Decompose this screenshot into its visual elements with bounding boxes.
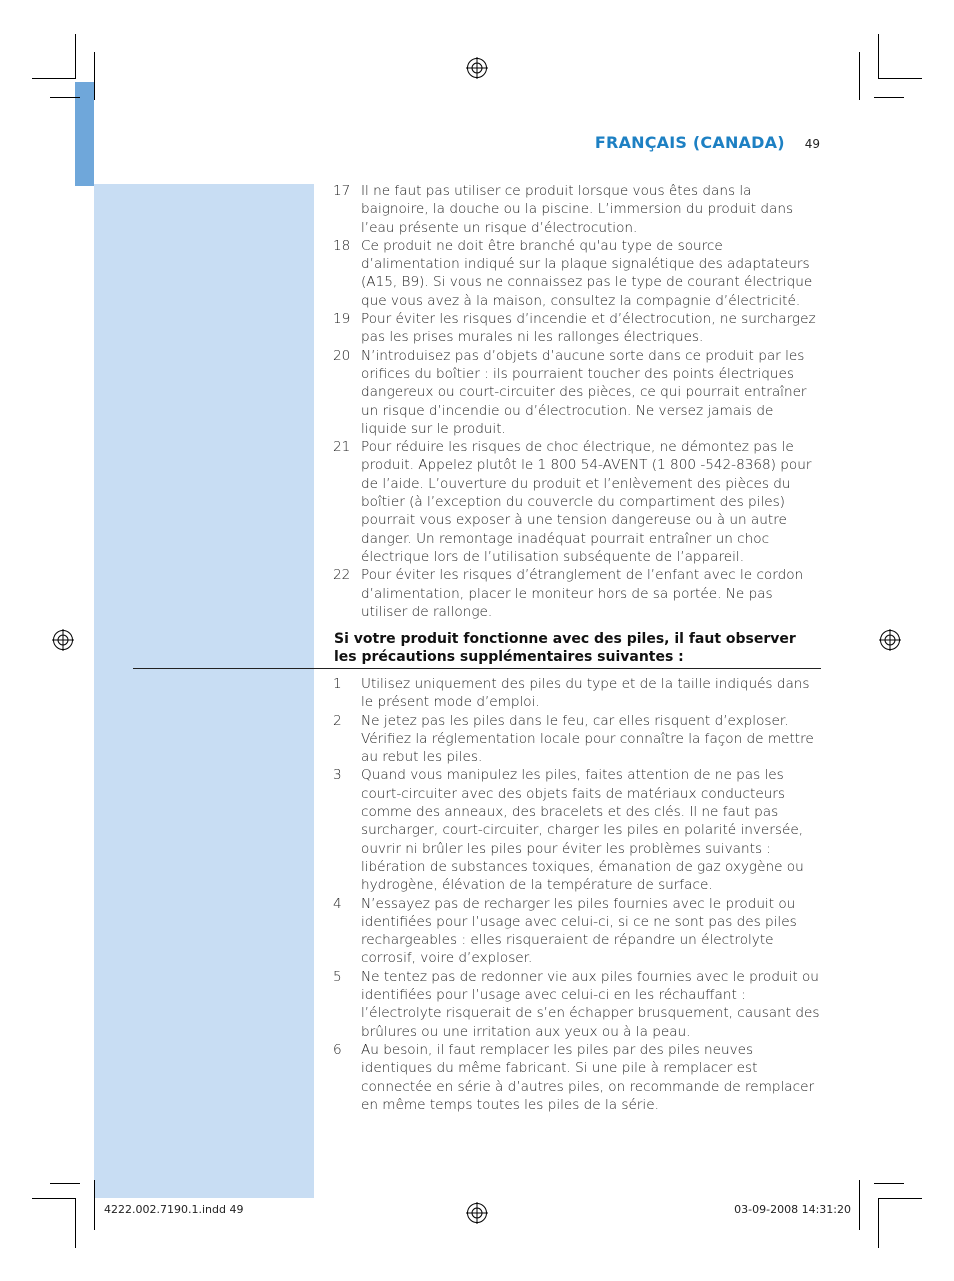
item-number: 2 <box>333 712 342 729</box>
item-number: 4 <box>333 895 342 912</box>
list-item <box>333 237 823 310</box>
item-text: Pour éviter les risques d’incendie et d’électrocution, ne surchargez pas les prises murales ni les rallonges électriques. <box>361 311 816 346</box>
item-text: Utilisez uniquement des piles du type et de la taille indiqués dans le présent mode d’emploi. <box>361 676 810 711</box>
item-text: Au besoin, il faut remplacer les piles par des piles neuves identiques du même fabricant. Si une pile à remplacer est connectée en série à d’autres piles, on recommande de remplacer en même temps toutes les piles de la série. <box>361 1041 815 1113</box>
footer-file-info: 4222.002.7190.1.indd 49 <box>104 1203 244 1216</box>
item-text: Pour réduire les risques de choc électrique, ne démontez pas le produit. Appelez plutôt le 1 800 54-AVENT (1 800 -542-8368) pour de l’aide. L’ouverture du produit et l’enlèvement des pièces du boîtier (à l’exception du couvercle du compartiment des piles) pourrait vous exposer à une tension dangereuse ou à un autre danger. Un remontage inadéquat pourrait entraîner un choc électrique lors de l’utilisation subséquente de l’appareil. <box>361 439 812 565</box>
item-number: 19 <box>333 311 351 328</box>
side-column <box>94 184 314 1198</box>
item-text: N’introduisez pas d’objets d’aucune sorte dans ce produit par les orifices du boîtier : ils pourraient toucher des points électriques dangereux ou court-circuiter des pièces, ce qui pourrait entraîner un risque d’incendie ou d’électrocution. Ne versez jamais de liquide sur le produit. <box>361 347 807 437</box>
list-item <box>333 766 823 894</box>
item-number: 3 <box>333 767 342 784</box>
item-number: 18 <box>333 237 351 254</box>
page-number: 49 <box>804 137 820 151</box>
safety-instructions-list <box>333 182 823 621</box>
list-item <box>333 566 823 621</box>
page-header <box>595 133 820 152</box>
item-number: 6 <box>333 1041 342 1058</box>
list-item <box>333 1041 823 1114</box>
list-item <box>333 675 823 712</box>
registration-mark-icon <box>879 629 901 651</box>
item-text: Ne tentez pas de redonner vie aux piles fournies avec le produit ou identifiées pour l’usage avec celui-ci en les réchauffant : l’électrolyte risquerait de s’en échapper brusquement, causant des brûlures ou une irritation aux yeux ou à la peau. <box>361 968 820 1040</box>
language-heading: FRANÇAIS (CANADA) <box>594 133 785 152</box>
section-divider <box>133 668 821 669</box>
list-item <box>333 712 823 767</box>
item-number: 22 <box>333 567 351 584</box>
item-number: 17 <box>333 183 351 199</box>
item-text: Ne jetez pas les piles dans le feu, car elles risquent d’exploser. Vérifiez la réglementation locale pour connaître la façon de mettre au rebut les piles. <box>361 712 814 766</box>
battery-instructions-list <box>333 675 823 1114</box>
list-item <box>333 968 823 1041</box>
item-text: N’essayez pas de recharger les piles fournies avec le produit ou identifiées pour l’usage avec celui-ci, si ce ne sont pas des piles rechargeables : elles risqueraient de répandre un électrolyte corrosif, voire d’exploser. <box>361 895 797 967</box>
item-number: 5 <box>333 968 342 985</box>
list-item <box>333 438 823 566</box>
item-text: Pour éviter les risques d’étranglement de l’enfant avec le cordon d’alimentation, placer le moniteur hors de sa portée. Ne pas utiliser de rallonge. <box>361 567 804 620</box>
list-item <box>333 347 823 438</box>
item-text: Quand vous manipulez les piles, faites attention de ne pas les court-circuiter avec des objets faits de matériaux conducteurs comme des anneaux, des bracelets et des clés. Il ne faut pas surcharger, court-circuiter, charger les piles en polarité inversée, ouvrir ni brûler les piles pour éviter les problèmes suivants : libération de substances toxiques, émanation de gaz oxygène ou hydrogène, élévation de la température de surface. <box>361 767 804 894</box>
item-text: Il ne faut pas utiliser ce produit lorsque vous êtes dans la baignoire, la douche ou la piscine. L’immersion du produit dans l’eau présente un risque d’électrocution. <box>361 183 794 236</box>
footer-datetime: 03-09-2008 14:31:20 <box>734 1203 851 1216</box>
list-item <box>333 182 823 237</box>
item-number: 20 <box>333 347 351 364</box>
registration-mark-icon <box>466 57 488 79</box>
list-item <box>333 895 823 968</box>
item-number: 21 <box>333 439 351 456</box>
item-number: 1 <box>333 676 342 692</box>
registration-mark-icon <box>466 1202 488 1224</box>
list-item <box>333 310 823 347</box>
registration-mark-icon <box>52 629 74 651</box>
battery-precautions-heading: Si votre produit fonctionne avec des piles, il faut observer les précautions supplémentaires suivantes : <box>334 631 796 665</box>
item-text: Ce produit ne doit être branché qu'au type de source d’alimentation indiqué sur la plaque signalétique des adaptateurs (A15, B9). Si vous ne connaissez pas le type de courant électrique que vous avez à la maison, consultez la compagnie d’électricité. <box>361 237 813 309</box>
